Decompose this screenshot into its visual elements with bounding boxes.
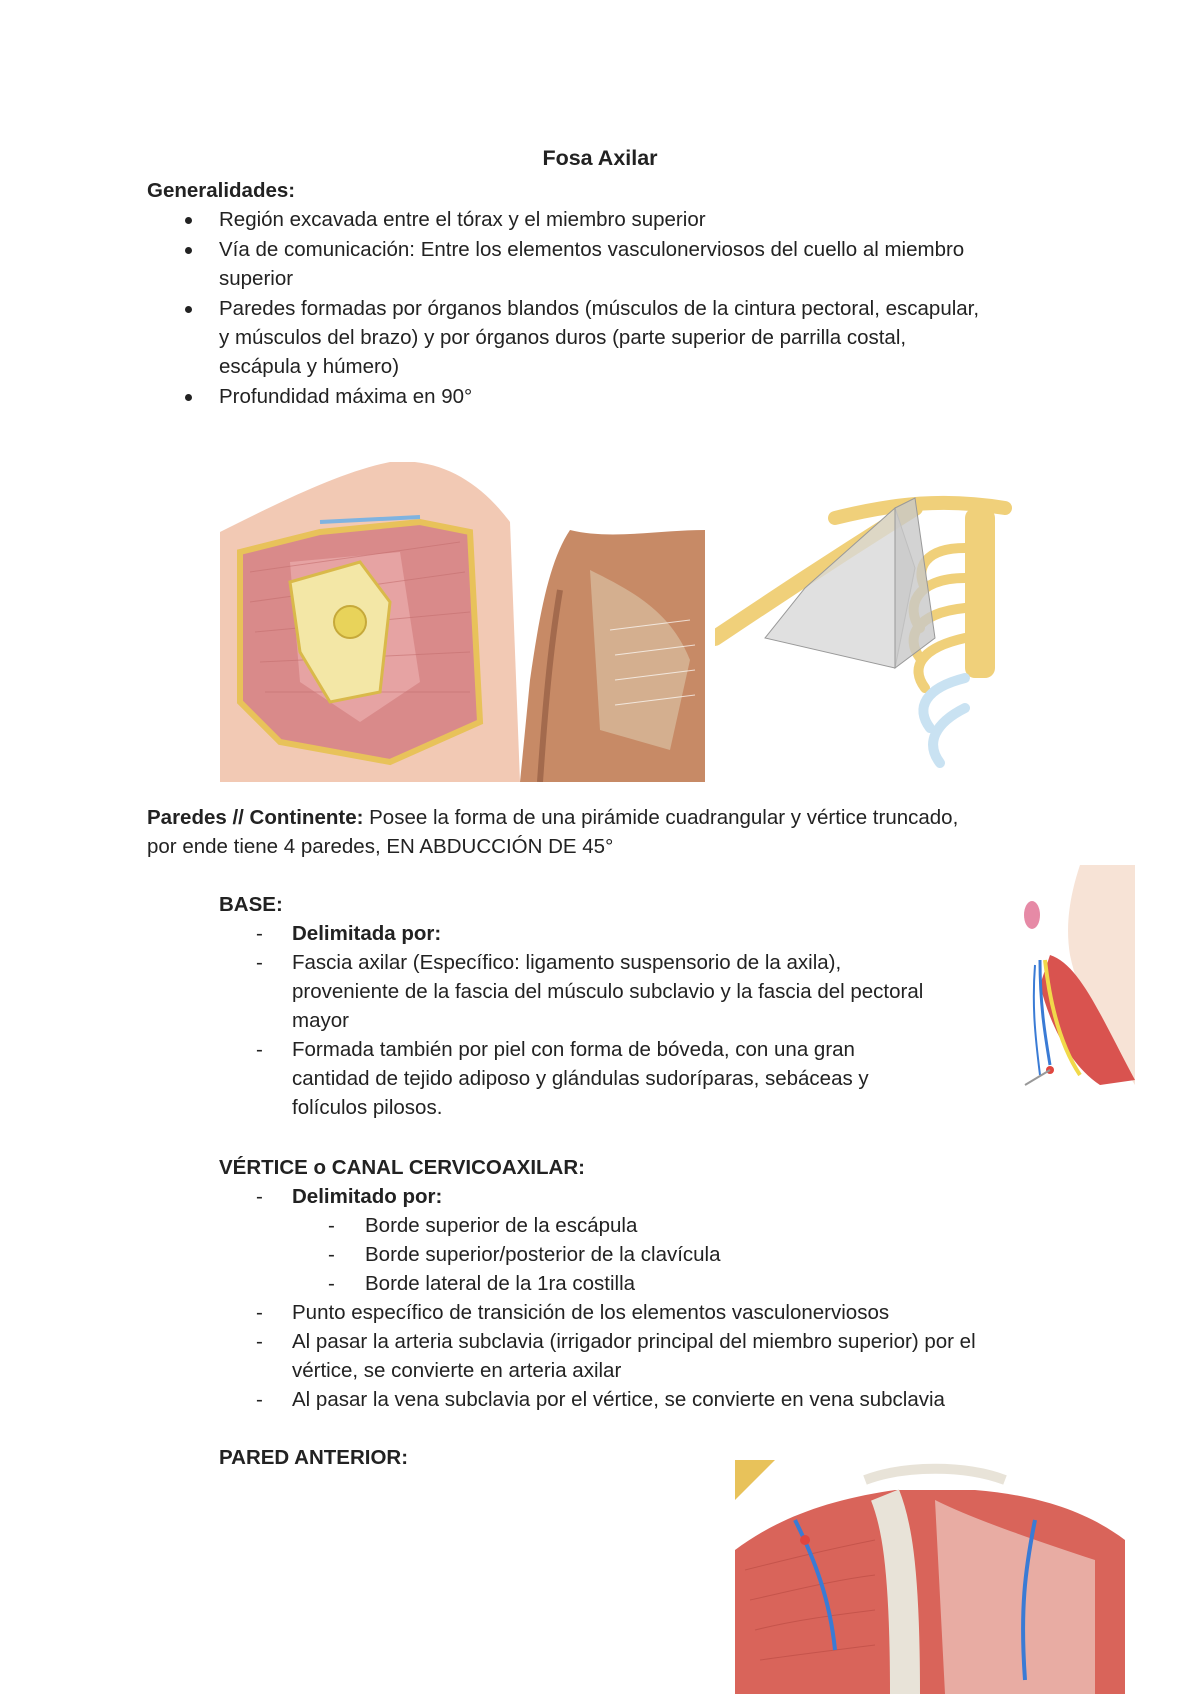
base-delim: Delimitada por: (292, 922, 442, 945)
shoulder-figure (520, 530, 705, 782)
anterior-wall-muscles-figure (735, 1460, 1125, 1694)
paredes-line-2: por ende tiene 4 paredes, EN ABDUCCIÓN DE 45° (147, 835, 614, 858)
list-item-cont: cantidad de tejido adiposo y glándulas sudoríparas, sebáceas y (292, 1067, 869, 1090)
dash-icon: - (328, 1214, 335, 1237)
axillary-pyramid-skeleton-figure (715, 488, 1045, 788)
list-item: Punto específico de transición de los elementos vasculonerviosos (292, 1301, 890, 1324)
dash-icon: - (256, 1038, 263, 1061)
sub-list-item: Borde superior/posterior de la clavícula (365, 1243, 721, 1266)
list-item: Formada también por piel con forma de bóveda, con una gran (292, 1038, 855, 1061)
dash-icon: - (256, 1185, 263, 1208)
paredes-line-1: Paredes // Continente: Posee la forma de una pirámide cuadrangular y vértice truncado, (147, 806, 959, 829)
list-item: Región excavada entre el tórax y el miembro superior (219, 208, 706, 231)
section-heading-vertice: VÉRTICE o CANAL CERVICOAXILAR: (219, 1156, 585, 1179)
list-item-cont: escápula y húmero) (219, 355, 400, 378)
dash-icon: - (328, 1272, 335, 1295)
dash-icon: - (328, 1243, 335, 1266)
list-item-cont: y músculos del brazo) y por órganos duros (parte superior de parrilla costal, (219, 326, 907, 349)
page-title: Fosa Axilar (542, 146, 658, 170)
bullet-icon (185, 247, 192, 254)
vertice-delim: Delimitado por: (292, 1185, 443, 1208)
bullet-icon (185, 394, 192, 401)
dash-icon: - (256, 1330, 263, 1353)
list-item-cont: vértice, se convierte en arteria axilar (292, 1359, 622, 1382)
bullet-icon (185, 306, 192, 313)
list-item: Paredes formadas por órganos blandos (músculos de la cintura pectoral, escapular, (219, 297, 980, 320)
dash-icon: - (256, 951, 263, 974)
section-heading-pared-anterior: PARED ANTERIOR: (219, 1446, 409, 1469)
list-item: Vía de comunicación: Entre los elementos vasculonerviosos del cuello al miembro (219, 238, 965, 261)
list-item: Al pasar la vena subclavia por el vértice, se convierte en vena subclavia (292, 1388, 945, 1411)
sub-list-item: Borde superior de la escápula (365, 1214, 638, 1237)
bullet-icon (185, 217, 192, 224)
list-item-cont: proveniente de la fascia del músculo subclavio y la fascia del pectoral (292, 980, 924, 1003)
dash-icon: - (256, 1301, 263, 1324)
sub-list-item: Borde lateral de la 1ra costilla (365, 1272, 636, 1295)
list-item-cont: folículos pilosos. (292, 1096, 443, 1119)
list-item: Profundidad máxima en 90° (219, 385, 473, 408)
list-item: Al pasar la arteria subclavia (irrigador principal del miembro superior) por el (292, 1330, 976, 1353)
list-item: Fascia axilar (Específico: ligamento suspensorio de la axila), (292, 951, 842, 974)
list-item-cont: superior (219, 267, 294, 290)
axillary-base-figure (1010, 865, 1135, 1090)
section-heading-generalidades: Generalidades: (147, 179, 296, 202)
dash-icon: - (256, 922, 263, 945)
section-heading-base: BASE: (219, 893, 283, 916)
axilla-dissection-figure (220, 462, 520, 782)
list-item-cont: mayor (292, 1009, 349, 1032)
dash-icon: - (256, 1388, 263, 1411)
